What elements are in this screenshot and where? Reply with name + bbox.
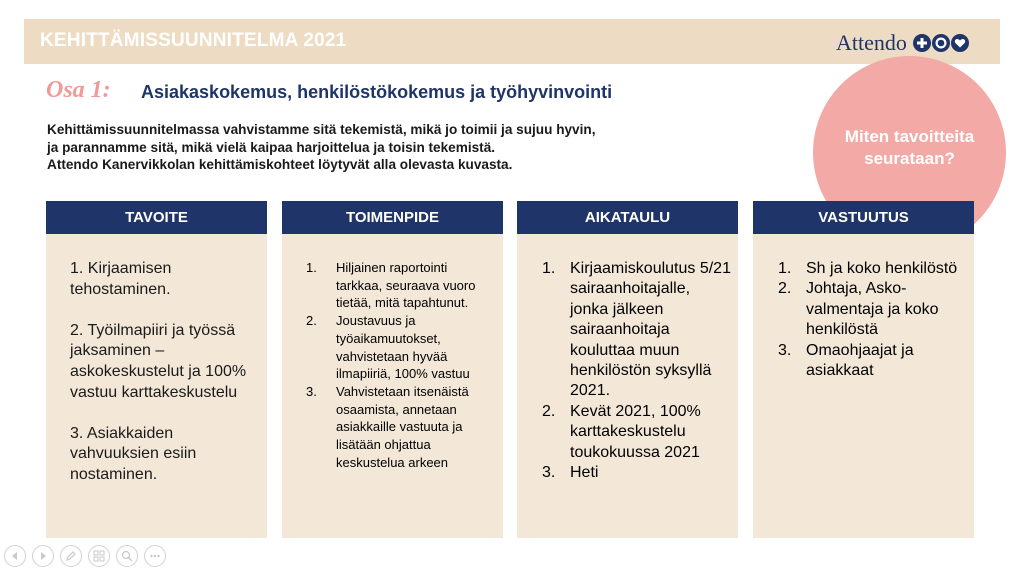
plus-icon [913, 34, 931, 52]
intro-text [47, 121, 595, 174]
list-item: 2. Joustavuus ja työaikamuutokset, vahvistetaan hyvää ilmapiiriä, 100% vastuu [306, 313, 470, 382]
column-toimenpide [282, 201, 503, 538]
zoom-button[interactable] [116, 545, 138, 567]
brand-logo [836, 30, 969, 56]
previous-slide-button[interactable] [4, 545, 26, 567]
page-title: KEHITTÄMISSUUNNITELMA 2021 [40, 30, 347, 51]
pen-tool-button[interactable] [60, 545, 82, 567]
responsibility-list [778, 259, 968, 381]
goal-item: 2. Työilmapiiri ja työssä jaksaminen – askokeskustelut ja 100% vastuu karttakeskustelu [70, 321, 247, 401]
more-options-button[interactable] [144, 545, 166, 567]
next-slide-button[interactable] [32, 545, 54, 567]
grid-icon [93, 550, 105, 562]
column-header: VASTUUTUS [753, 201, 974, 234]
intro-line: Attendo Kanervikkolan kehittämiskohteet löytyvät alla olevasta kuvasta. [47, 157, 513, 172]
see-all-slides-button[interactable] [88, 545, 110, 567]
list-item: 1. Sh ja koko henkilöstö [778, 260, 958, 277]
target-icon [932, 34, 950, 52]
column-vastuutus [753, 201, 974, 538]
heart-icon [951, 34, 969, 52]
slideshow-controls [4, 545, 166, 567]
magnifier-icon [121, 550, 133, 562]
section-subtitle: Asiakaskokemus, henkilöstökokemus ja työhyvinvointi [141, 82, 613, 102]
schedule-list [542, 259, 732, 483]
column-tavoite [46, 201, 267, 538]
intro-line: Kehittämissuunnitelmassa vahvistamme sitä tekemistä, mikä jo toimii ja sujuu hyvin, [47, 122, 596, 137]
goal-item: 3. Asiakkaiden vahvuuksien esiin nostaminen. [70, 424, 197, 483]
action-list [306, 259, 491, 471]
list-item: 2. Johtaja, Asko-valmentaja ja koko henkilöstä [778, 280, 939, 339]
brand-name: Attendo [836, 30, 907, 55]
list-item: 3. Vahvistetaan itsenäistä osaamista, annetaan asiakkaille vastuuta ja lisätään ohjattua keskustelua arkeen [306, 383, 469, 470]
list-item: 2. Kevät 2021, 100% karttakeskustelu toukokuussa 2021 [542, 402, 701, 461]
arrow-right-icon [38, 551, 48, 561]
list-item: 3. Omaohjaajat ja asiakkaat [778, 341, 914, 380]
column-aikataulu [517, 201, 738, 538]
column-header: TAVOITE [46, 201, 267, 234]
section-label: Osa 1: [46, 77, 111, 103]
list-item: 1. Hiljainen raportointi tarkkaa, seuraava vuoro tietää, mitä tapahtunut. [306, 260, 476, 311]
goal-list [70, 259, 256, 506]
column-header: TOIMENPIDE [282, 201, 503, 234]
follow-up-question: Miten tavoitteita seurataan? [844, 127, 975, 168]
more-icon [149, 550, 161, 562]
goal-item: 1. Kirjaamisen tehostaminen. [70, 260, 172, 298]
column-header: AIKATAULU [517, 201, 738, 234]
intro-line: ja parannamme sitä, mikä vielä kaipaa harjoittelua ja toisin tekemistä. [47, 139, 496, 155]
arrow-left-icon [10, 551, 20, 561]
list-item: 3. Heti [542, 464, 599, 482]
list-item: 1. Kirjaamiskoulutus 5/21 sairaanhoitajalle, jonka jälkeen sairaanhoitaja kouluttaa muun henkilöstön syksyllä 2021. [542, 260, 731, 400]
pen-icon [65, 550, 77, 562]
